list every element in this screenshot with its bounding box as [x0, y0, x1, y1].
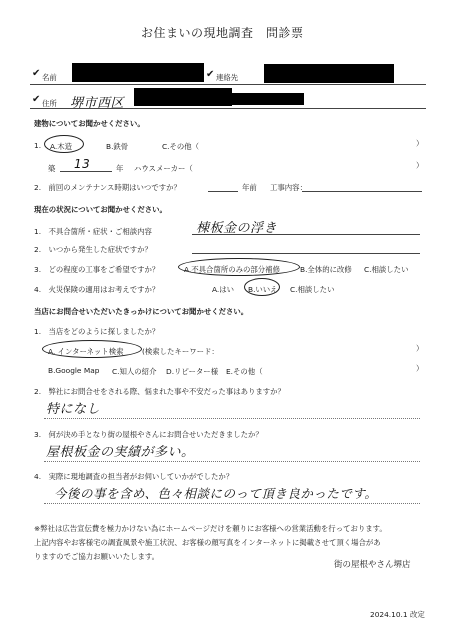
year-suffix: 年: [116, 164, 124, 173]
option-insurance-yes: A.はい: [212, 285, 235, 294]
option-partial-repair: A.不具合箇所のみの部分補修: [184, 265, 280, 274]
year-handwritten-value: 13: [74, 157, 91, 171]
option-referral: C.知人の紹介: [112, 367, 157, 376]
q-fire-insurance: 4. 火災保険の適用はお考えですか？: [34, 285, 160, 294]
footer-note-line3: りますのでご協力お願いいたします。: [34, 552, 160, 561]
section2-heading: 現在の状況についてお聞かせください。: [34, 205, 167, 214]
year-prefix: 築: [48, 164, 56, 173]
footer-note-line2: 上記内容やお客様宅の調査風景や施工状況、お客様の顔写真をインターネットに掲載させて頂く場合があ: [34, 538, 381, 547]
option-repeater: D.リピーター様: [166, 367, 219, 376]
survey-impression-answer-line: [44, 503, 420, 504]
q2-maintenance: 2. 前回のメンテナンス時期はいつですか？: [34, 183, 181, 192]
concerns-answer-line: [44, 418, 420, 419]
option-consult-scope: C.相談したい: [364, 265, 409, 274]
page-title: お住まいの現地調査 問診票: [141, 26, 304, 40]
section1-heading: 建物についてお聞かせください。: [34, 119, 145, 128]
problem-underline: [192, 234, 420, 235]
option-other-source: E.その他（: [226, 367, 263, 376]
option-google-map: B.Google Map: [48, 366, 100, 375]
problem-handwritten-answer: 棟板金の浮き: [196, 221, 278, 236]
year-underline: [60, 171, 112, 172]
other-source-close: ）: [416, 364, 424, 373]
maintenance-years-ago: 年前: [242, 183, 257, 192]
contact-checkmark-icon: ✔: [206, 69, 215, 80]
house-maker-close: ）: [416, 161, 424, 170]
address-checkmark-icon: ✔: [32, 94, 41, 105]
revision-date: 2024.10.1 改定: [370, 610, 425, 619]
q-since-when: 2. いつから発生した症状ですか？: [34, 245, 152, 254]
address-redaction-2: [232, 93, 304, 105]
name-redaction: [72, 63, 204, 82]
house-maker-label: ハウスメーカー（: [134, 164, 193, 173]
search-keyword-label: (検索したキーワード：: [142, 347, 219, 356]
option-other: C.その他（: [162, 142, 200, 151]
option-full-renovation: B.全体的に改修: [300, 265, 352, 274]
address-label: 住所: [42, 99, 57, 108]
option-insurance-consult: C.相談したい: [290, 285, 335, 294]
concerns-handwritten-answer: 特になし: [46, 402, 101, 417]
footer-note-line1: ※弊社は広告宣伝費を極力かけない為にホームページだけを頼りにお客様への営業活動を行っております。: [34, 524, 387, 533]
q-construction-scope: 3. どの程度の工事をご希望ですか？: [34, 265, 160, 274]
deciding-factor-handwritten-answer: 屋根板金の実績が多い。: [46, 445, 195, 460]
maintenance-work-label: 工事内容：: [270, 183, 307, 192]
name-label: 名前: [42, 73, 57, 82]
q-problem: 1. 不具合箇所・症状・ご相談内容: [34, 227, 152, 236]
contact-label: 連絡先: [216, 73, 239, 82]
survey-impression-handwritten-answer: 今後の事を含め、色々相談にのって頂き良かったです。: [54, 486, 378, 501]
option-wood: A.木造: [50, 142, 73, 151]
option-steel: B.鉄骨: [106, 142, 129, 151]
q-how-found: 1. 当店をどのように探しましたか？: [34, 327, 160, 336]
maintenance-year-underline: [208, 191, 238, 192]
section3-heading: 当店にお問合せいただいたきっかけについてお聞かせください。: [34, 307, 249, 316]
address-redaction-1: [134, 88, 232, 106]
option-other-close: ）: [416, 139, 424, 148]
q-deciding-factor: 3. 何が決め手となり街の屋根やさんにお問合せいただきましたか？: [34, 430, 263, 439]
q-concerns: 2. 弊社にお問合せをされる際、悩まれた事や不安だった事はありますか？: [34, 387, 285, 396]
address-underline: [30, 108, 426, 109]
address-handwritten-value: 堺市西区: [70, 96, 125, 111]
maintenance-work-underline: [302, 191, 422, 192]
name-underline: [30, 84, 426, 85]
option-internet-search: A. インターネット検索: [48, 347, 124, 356]
search-keyword-close: ）: [416, 344, 424, 353]
name-checkmark-icon: ✔: [32, 68, 41, 79]
option-insurance-no: B.いいえ: [248, 285, 278, 294]
since-when-underline: [192, 253, 420, 254]
contact-redaction: [264, 64, 394, 83]
company-name: 街の屋根やさん堺店: [334, 560, 411, 570]
deciding-factor-answer-line: [44, 461, 420, 462]
q1-number: 1.: [34, 141, 42, 150]
q-survey-impression: 4. 実際に現地調査の担当者がお伺いしていかがでしたか？: [34, 472, 234, 481]
